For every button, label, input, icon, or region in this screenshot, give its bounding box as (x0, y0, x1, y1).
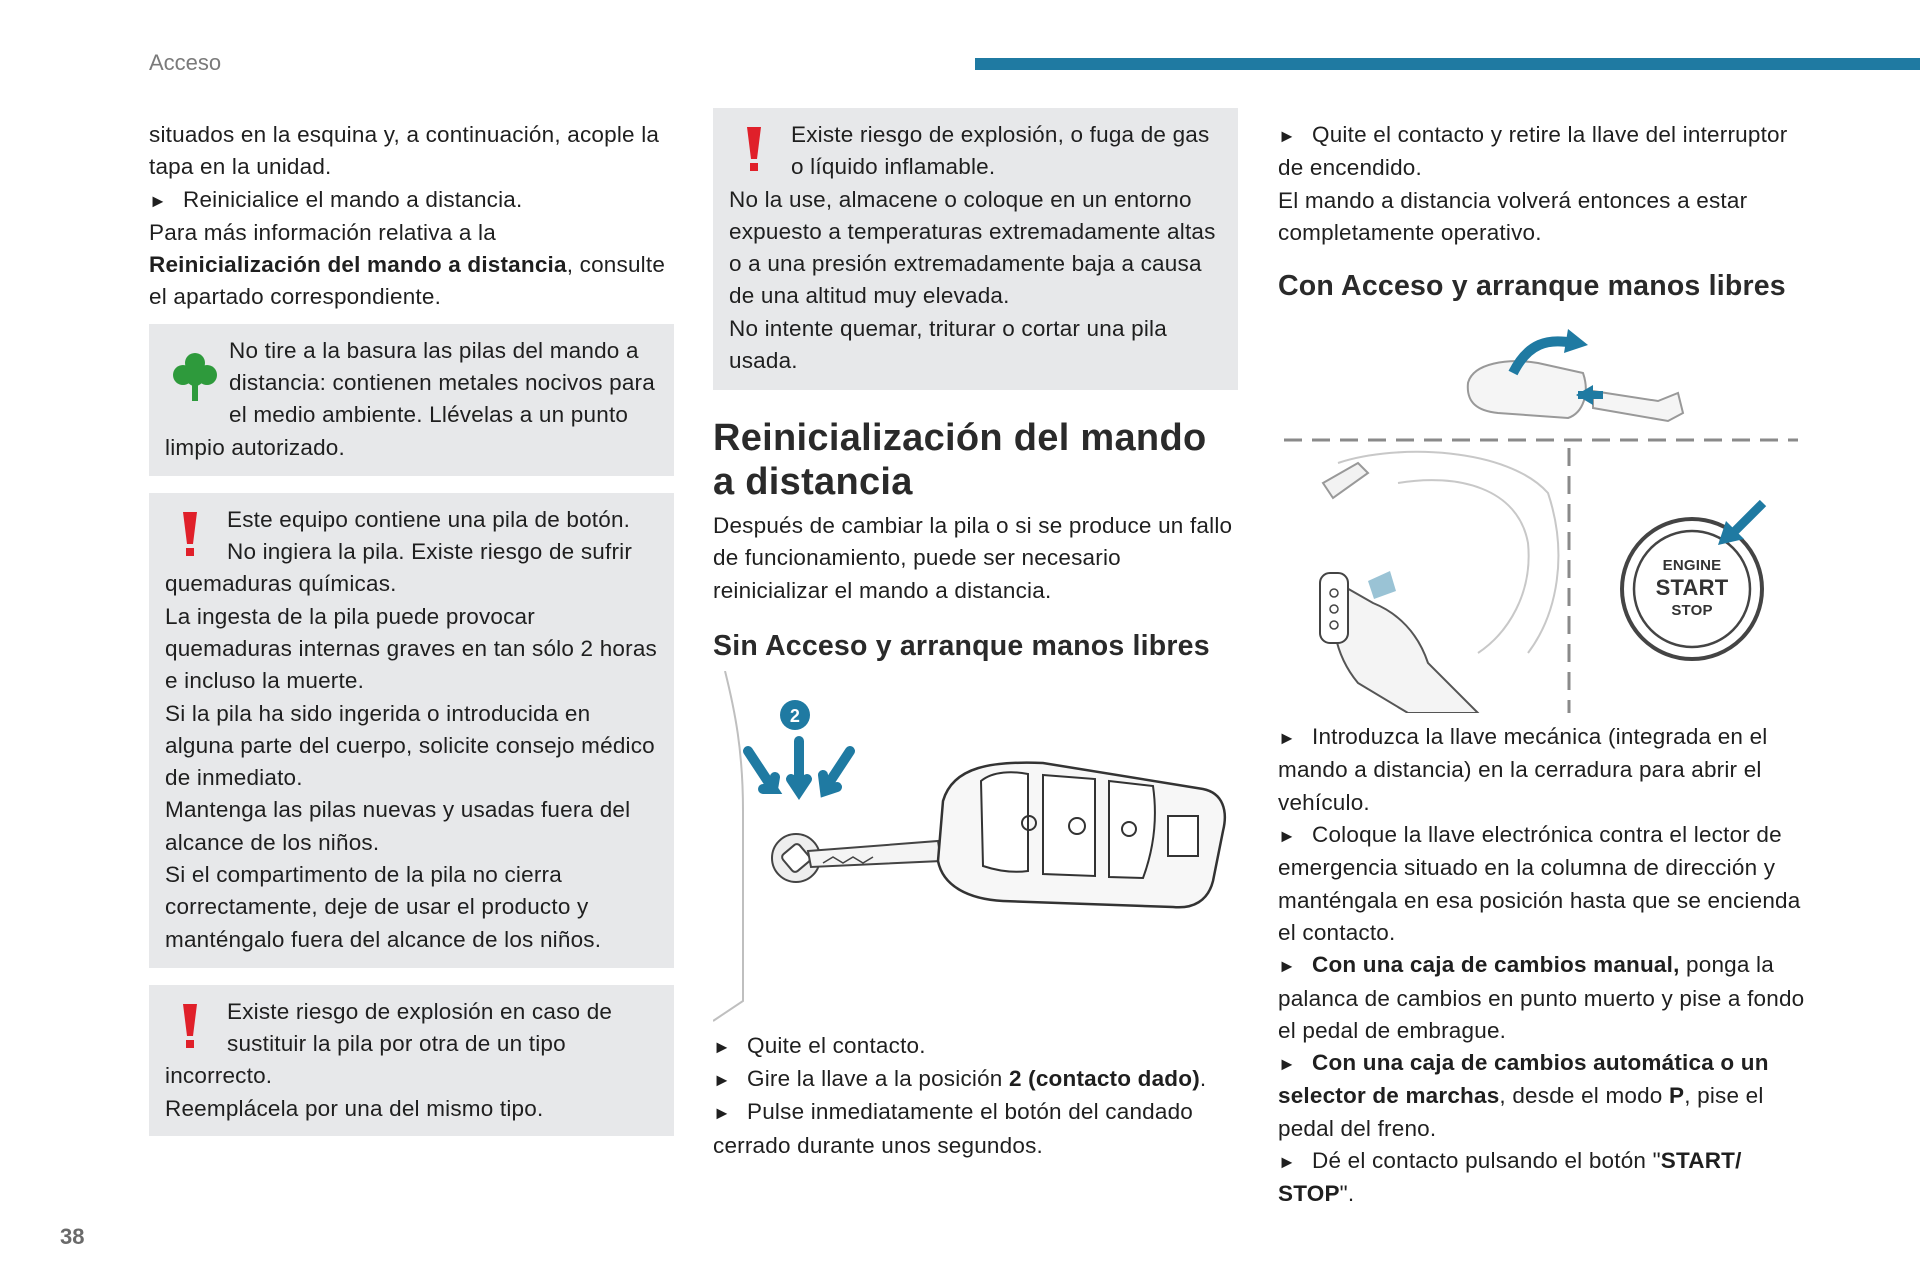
step-turn-key (713, 1063, 1238, 1096)
step-automatic-text: , pise el pedal del freno. (1278, 1083, 1764, 1141)
step-insert-key-text: Introduzca la llave mecánica (integrada en el mando a distancia) en la cerradura para abrir el vehículo. (1278, 724, 1768, 815)
section-intro: Después de cambiar la pila o si se produce un fallo de funcionamiento, puede ser necesario reinicializar el mando a distancia. (713, 513, 1233, 603)
arrow-icon: ► (1278, 826, 1297, 847)
subtitle-without-keyless: Sin Acceso y arranque manos libres (713, 629, 1210, 662)
more-info-pre: Para más información relativa a la (149, 219, 496, 245)
step-reinit-text: Reinicialice el mando a distancia. (183, 186, 523, 212)
section-title: Reinicialización del mando a distancia (713, 417, 1207, 503)
keyless-start-illustration (1278, 313, 1806, 713)
step-place-key (1278, 819, 1806, 949)
eco-note-box (149, 324, 674, 476)
step-manual-text: ponga la palanca de cambios en punto muerto y pise a fondo el pedal de embrague. (1278, 952, 1805, 1043)
step-place-key-text: Coloque la llave electrónica contra el lector de emergencia situado en la columna de dirección y manténgala en esa posición hasta que se encienda el contacto. (1278, 822, 1801, 945)
step-start-bold: START/ STOP (1278, 1148, 1742, 1207)
arrow-icon: ► (1278, 1152, 1297, 1173)
battery-warning-box (149, 493, 674, 968)
warning-battery-line: Este equipo contiene una pila de botón. No ingiera la pila. Existe riesgo de sufrir quemaduras químicas. (165, 506, 633, 597)
step-reinit (149, 184, 674, 217)
step-start-stop (1278, 1145, 1806, 1211)
step-manual-bold: Con una caja de cambios manual, (1312, 952, 1680, 978)
section-header: Acceso (149, 50, 222, 75)
warning-battery-line: La ingesta de la pila puede provocar quemaduras internas graves en tan sólo 2 horas e incluso la muerte. (165, 603, 657, 694)
warning-icon (175, 1002, 205, 1052)
step-automatic-gearbox (1278, 1047, 1806, 1145)
step-automatic-mode: P (1668, 1083, 1685, 1109)
warning-icon (739, 125, 769, 175)
stop-label: STOP (1671, 602, 1713, 620)
start-label: START (1655, 575, 1729, 601)
arrow-icon: ► (1278, 126, 1297, 146)
column-3 (1278, 119, 1806, 1211)
warning-gas-line: Existe riesgo de explosión, o fuga de gas o líquido inflamable. (791, 122, 1210, 180)
column-1 (149, 119, 674, 1136)
step-press-lock (713, 1096, 1238, 1162)
figure-label: 2 (789, 705, 801, 726)
arrow-icon: ► (1278, 728, 1297, 749)
step1-text: Quite el contacto. (747, 1032, 926, 1058)
warning-battery-line: Si el compartimento de la pila no cierra correctamente, deje de usar el producto y manténgalo fuera del alcance de los niños. (165, 862, 602, 952)
step-automatic-bold: Con una caja de cambios automática o un selector de marchas (1278, 1050, 1769, 1109)
step3-text: Pulse inmediatamente el botón del candado cerrado durante unos segundos. (713, 1099, 1194, 1158)
step-remove-key (1278, 119, 1806, 185)
subtitle-with-keyless: Con Acceso y arranque manos libres (1278, 270, 1786, 303)
step-remove-key-text: Quite el contacto y retire la llave del interruptor de encendido. (1278, 122, 1788, 181)
more-info-link: Reinicialización del mando a distancia (149, 252, 567, 278)
step-start-post: ". (1339, 1181, 1355, 1207)
warning-icon (175, 510, 205, 560)
header-accent-bar (975, 58, 1920, 70)
more-info-post: , consulte el apartado correspondiente. (149, 252, 666, 310)
step2-pre: Gire la llave a la posición (747, 1066, 1009, 1092)
intro-text: situados en la esquina y, a continuación, acople la tapa en la unidad. (149, 122, 660, 180)
warning-battery-line: Si la pila ha sido ingerida o introducida en alguna parte del cuerpo, solicite consejo médico de inmediato. (165, 700, 655, 791)
step2-post: . (1199, 1066, 1207, 1092)
arrow-icon: ► (1278, 956, 1297, 977)
more-info (149, 217, 674, 314)
eco-note-text: No tire a la basura las pilas del mando a distancia: contienen metales nocivos para el medio ambiente. Llévelas a un punto limpio autorizado. (165, 337, 655, 460)
key-ignition-illustration (713, 671, 1238, 1026)
step-remove-contact (713, 1030, 1238, 1063)
explosion-warning-box (149, 985, 674, 1136)
operational-note: El mando a distancia volverá entonces a estar completamente operativo. (1278, 187, 1748, 245)
warning-gas-line: No la use, almacene o coloque en un entorno expuesto a temperaturas extremadamente altas o a una presión extremadamente baja a causa de una altitud muy elevada. (729, 186, 1216, 309)
step-start-pre: Dé el contacto pulsando el botón " (1312, 1148, 1661, 1174)
warning-explosion-line: Reemplácela por una del mismo tipo. (165, 1095, 544, 1121)
step-manual-gearbox (1278, 949, 1806, 1047)
page-number: 38 (60, 1224, 85, 1249)
engine-label: ENGINE (1662, 557, 1722, 575)
warning-gas-line: No intente quemar, triturar o cortar una pila usada. (729, 315, 1167, 374)
gas-warning-box (713, 108, 1238, 390)
arrow-icon: ► (713, 1070, 732, 1091)
column-2 (713, 108, 1238, 1162)
arrow-icon: ► (713, 1036, 732, 1057)
step-insert-key (1278, 721, 1806, 819)
tree-icon (171, 349, 219, 405)
step2-bold: 2 (contacto dado) (1008, 1066, 1200, 1092)
arrow-icon: ► (149, 190, 168, 211)
arrow-icon: ► (713, 1103, 732, 1124)
step-automatic-mid: , desde el modo (1499, 1083, 1669, 1109)
arrow-icon: ► (1278, 1054, 1297, 1075)
warning-battery-line: Mantenga las pilas nuevas y usadas fuera del alcance de los niños. (165, 797, 631, 855)
warning-explosion-line: Existe riesgo de explosión en caso de sustituir la pila por otra de un tipo incorrecto. (165, 998, 613, 1089)
